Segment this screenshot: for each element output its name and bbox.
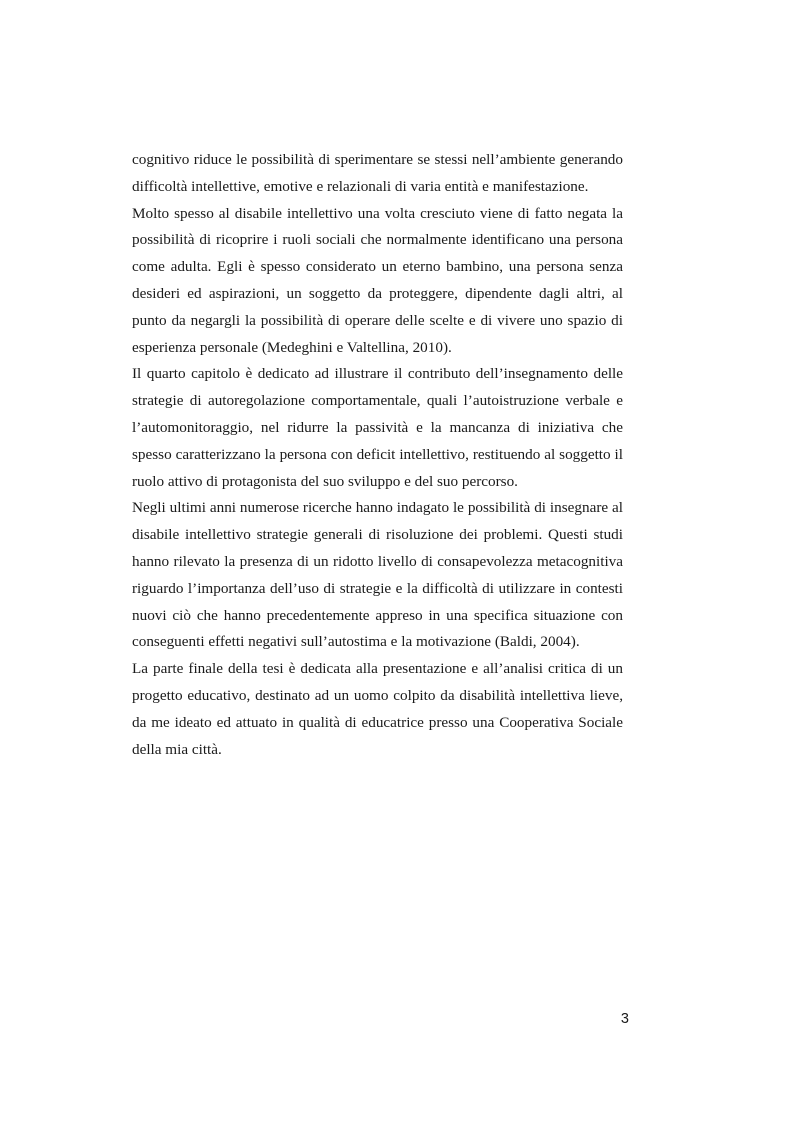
paragraph: Molto spesso al disabile intellettivo una volta cresciuto viene di fatto negata la possibilità di ricoprire i ruoli sociali che normalmente identificano una persona come adulta. Egli è spesso considerato un eterno bambino, una persona senza desideri ed aspirazioni, un soggetto da proteggere, dipendente dagli altri, al punto da negargli la possibilità di operare delle scelte e di vivere uno spazio di esperienza personale (Medeghini e Valtellina, 2010). bbox=[132, 204, 623, 356]
paragraph: La parte finale della tesi è dedicata alla presentazione e all’analisi critica di un progetto educativo, destinato ad un uomo colpito da disabilità intellettiva lieve, da me ideato ed attuato in qualità di educatrice presso una Cooperativa Sociale della mia città. bbox=[132, 660, 623, 758]
body-text bbox=[132, 147, 623, 763]
paragraph: Il quarto capitolo è dedicato ad illustrare il contributo dell’insegnamento delle strategie di autoregolazione comportamentale, quali l’autoistruzione verbale e l’automonitoraggio, nel ridurre la passività e la mancanza di iniziativa che spesso caratterizzano la persona con deficit intellettivo, restituendo al soggetto il ruolo attivo di protagonista del suo sviluppo e del suo percorso. bbox=[132, 365, 623, 490]
page-number: 3 bbox=[620, 1011, 629, 1027]
paragraph: Negli ultimi anni numerose ricerche hanno indagato le possibilità di insegnare al disabile intellettivo strategie generali di risoluzione dei problemi. Questi studi hanno rilevato la presenza di un ridotto livello di consapevolezza metacognitiva riguardo l’importanza dell’uso di strategie e la difficoltà di utilizzare in contesti nuovi ciò che hanno precedentemente appreso in una specifica situazione con conseguenti effetti negativi sull’autostima e la motivazione (Baldi, 2004). bbox=[132, 499, 623, 651]
paragraph: cognitivo riduce le possibilità di sperimentare se stessi nell’ambiente generando difficoltà intellettive, emotive e relazionali di varia entità e manifestazione. bbox=[132, 151, 623, 195]
